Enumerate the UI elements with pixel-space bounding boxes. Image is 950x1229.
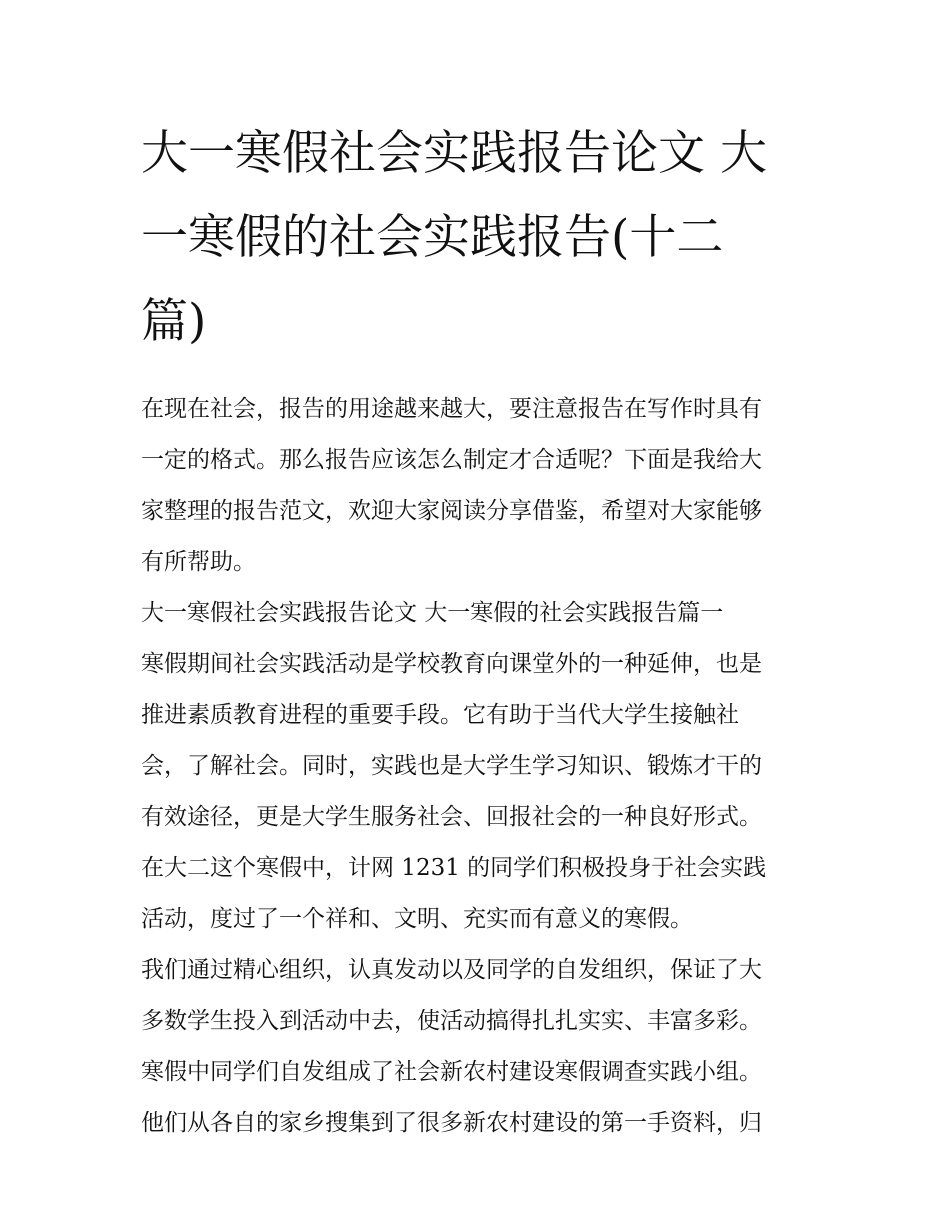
- title-line-1: 大一寒假社会实践报告论文 大: [141, 126, 767, 181]
- text-line: 在现在社会，报告的用途越来越大，要注意报告在写作时具有: [141, 396, 762, 422]
- body-paragraph-1: [141, 639, 813, 945]
- text-line: 寒假期间社会实践活动是学校教育向课堂外的一种延伸，也是: [141, 651, 762, 677]
- text-line: 他们从各自的家乡搜集到了很多新农村建设的第一手资料，归: [141, 1110, 762, 1136]
- text-line: 在大二这个寒假中，计网 1231 的同学们积极投身于社会实践: [141, 855, 767, 881]
- text-line: 大一寒假社会实践报告论文 大一寒假的社会实践报告篇一: [141, 600, 724, 626]
- text-line: 我们通过精心组织，认真发动以及同学的自发组织，保证了大: [141, 957, 762, 983]
- title-line-2: 一寒假的社会实践报告(十二: [141, 210, 724, 265]
- document-page: [141, 112, 813, 1149]
- text-line: 推进素质教育进程的重要手段。它有助于当代大学生接触社: [141, 702, 739, 728]
- text-line: 会，了解社会。同时，实践也是大学生学习知识、锻炼才干的: [141, 753, 762, 779]
- text-line: 有所帮助。: [141, 549, 256, 575]
- section-heading: [141, 588, 813, 639]
- document-title: [141, 112, 813, 364]
- intro-paragraph: [141, 384, 813, 588]
- text-line: 活动，度过了一个祥和、文明、充实而有意义的寒假。: [141, 906, 693, 932]
- body-paragraph-2: [141, 945, 813, 1149]
- text-line: 一定的格式。那么报告应该怎么制定才合适呢？下面是我给大: [141, 447, 762, 473]
- title-line-3: 篇): [141, 294, 207, 349]
- text-line: 家整理的报告范文，欢迎大家阅读分享借鉴，希望对大家能够: [141, 498, 762, 524]
- text-line: 有效途径，更是大学生服务社会、回报社会的一种良好形式。: [141, 804, 762, 830]
- text-line: 寒假中同学们自发组成了社会新农村建设寒假调查实践小组。: [141, 1059, 762, 1085]
- text-line: 多数学生投入到活动中去，使活动搞得扎扎实实、丰富多彩。: [141, 1008, 762, 1034]
